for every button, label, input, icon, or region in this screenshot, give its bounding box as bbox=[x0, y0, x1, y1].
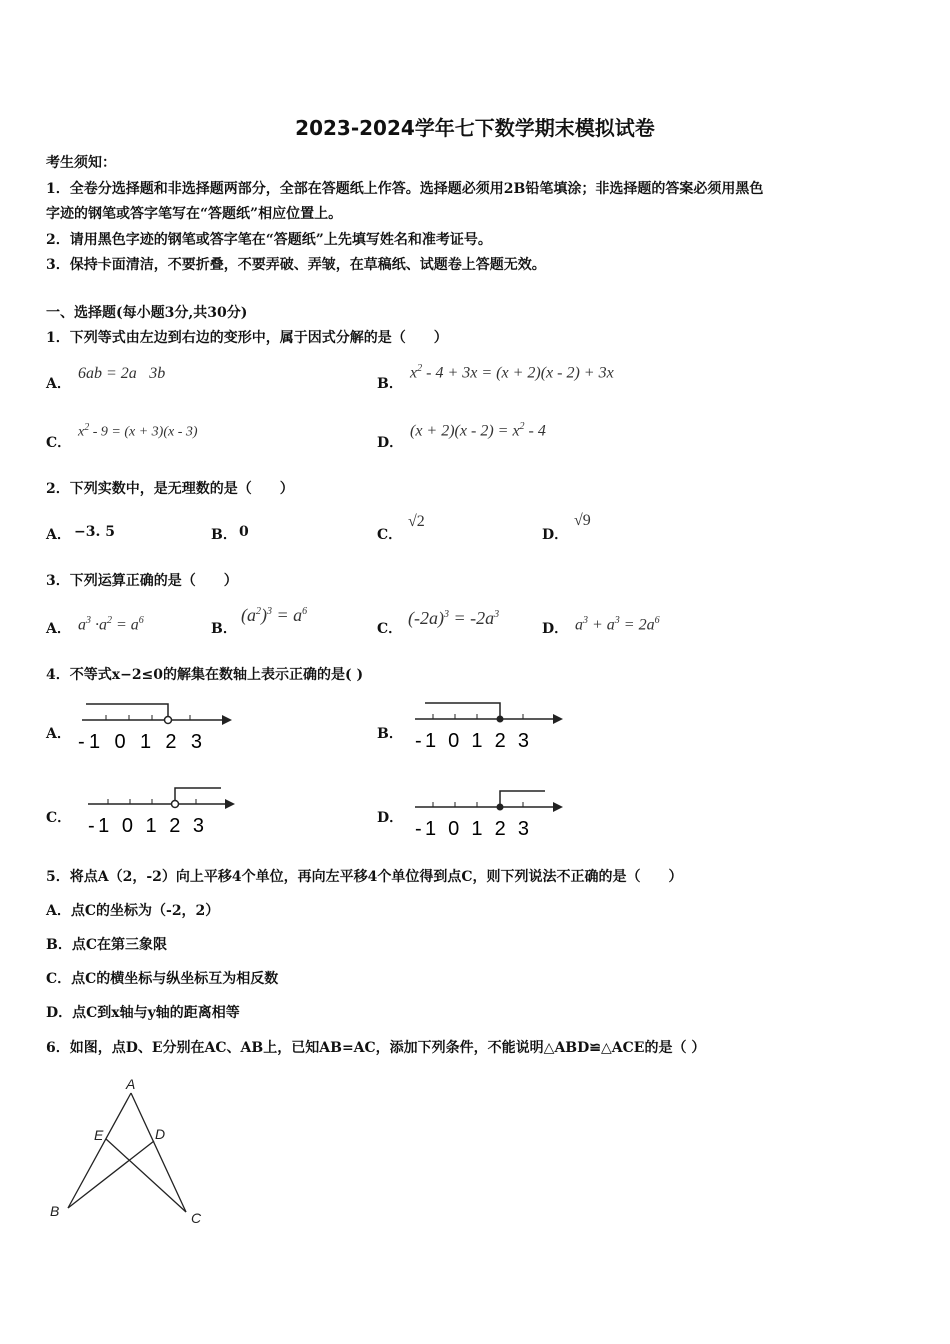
q3-option-d-expr: $a^3 + a^3 = 2a^6$ bbox=[575, 615, 660, 634]
note-line-2: 字迹的钢笔或答字笔写在“答题纸”相应位置上。 bbox=[46, 206, 343, 222]
q2-option-d-expr: √9 bbox=[574, 512, 591, 529]
q1-option-b-label: B． bbox=[377, 376, 403, 392]
q6-label-d: D bbox=[155, 1126, 166, 1142]
q5-option-c: C．点C的横坐标与纵坐标互为相反数 bbox=[46, 971, 279, 987]
q3-option-b-expr: $(a^2)^3 = a^6$ bbox=[241, 605, 308, 625]
section-heading: 一、选择题(每小题3分,共30分) bbox=[46, 305, 248, 321]
q3-option-a-expr: $a^3 \cdot a^2 = a^6$ bbox=[78, 615, 144, 634]
q2-option-b-expr: 0 bbox=[239, 524, 249, 540]
q5-option-b: B．点C在第三象限 bbox=[46, 937, 167, 953]
q2-option-c-expr: √2 bbox=[408, 513, 425, 530]
q1-option-b-expr: $x^2 - 4 + 3x = (x + 2)(x - 2) + 3x$ bbox=[410, 363, 614, 382]
q3-option-d-label: D． bbox=[542, 621, 569, 637]
q2-option-c-label: C． bbox=[377, 527, 403, 543]
note-line-4: 3．保持卡面清洁，不要折叠，不要弄破、弄皱，在草稿纸、试题卷上答题无效。 bbox=[46, 257, 546, 273]
q6-label-e: E bbox=[94, 1127, 104, 1143]
note-line-3: 2．请用黑色字迹的钢笔或答字笔在“答题纸”上先填写姓名和准考证号。 bbox=[46, 232, 492, 248]
q3-option-a-label: A． bbox=[46, 621, 71, 637]
q4-option-a-number-line bbox=[72, 696, 242, 756]
q4-option-d-ticks: -1 0 1 2 3 bbox=[415, 818, 529, 840]
question-3-stem: 3．下列运算正确的是（ ） bbox=[46, 573, 238, 589]
q1-option-c-label: C． bbox=[46, 435, 72, 451]
q2-option-b-label: B． bbox=[211, 527, 237, 543]
q2-option-d-label: D． bbox=[542, 527, 569, 543]
question-4-stem: 4．不等式x−2≤0的解集在数轴上表示正确的是( ) bbox=[46, 667, 364, 683]
q4-option-a-label: A． bbox=[46, 726, 71, 742]
q4-option-b-label: B． bbox=[377, 726, 403, 742]
question-5-stem: 5．将点A（2，-2）向上平移4个单位，再向左平移4个单位得到点C，则下列说法不正确的是（ ） bbox=[46, 869, 683, 885]
page-title: 2023-2024学年七下数学期末模拟试卷 bbox=[295, 116, 655, 140]
q1-option-d-expr: $(x + 2)(x - 2) = x^2 - 4$ bbox=[410, 421, 546, 440]
question-1-stem: 1．下列等式由左边到右边的变形中，属于因式分解的是（ ） bbox=[46, 330, 448, 346]
q2-option-a-label: A． bbox=[46, 527, 71, 543]
q2-option-a-expr: −3. 5 bbox=[74, 524, 115, 540]
q4-option-d-label: D． bbox=[377, 810, 404, 826]
q4-option-c-label: C． bbox=[46, 810, 72, 826]
question-2-stem: 2．下列实数中，是无理数的是（ ） bbox=[46, 481, 294, 497]
q6-label-c: C bbox=[191, 1210, 202, 1226]
note-line-1: 1．全卷分选择题和非选择题两部分，全部在答题纸上作答。选择题必须用2B铅笔填涂；非选择题的答案必须用黑色 bbox=[46, 181, 764, 197]
q3-option-c-label: C． bbox=[377, 621, 403, 637]
q5-option-d: D．点C到x轴与y轴的距离相等 bbox=[46, 1005, 240, 1021]
q4-option-a-ticks: -1 0 1 2 3 bbox=[78, 731, 202, 753]
q1-option-c-expr: $x^2 - 9 = (x + 3)(x - 3)$ bbox=[78, 422, 198, 440]
notes-heading: 考生须知： bbox=[46, 155, 116, 171]
q1-option-a-expr: 6ab = 2a3b bbox=[78, 365, 166, 382]
q4-option-b-ticks: -1 0 1 2 3 bbox=[415, 730, 529, 752]
q6-label-a: A bbox=[126, 1076, 136, 1092]
q3-option-b-label: B． bbox=[211, 621, 237, 637]
q4-option-c-ticks: -1 0 1 2 3 bbox=[88, 815, 204, 837]
q4-option-d-number-line bbox=[405, 783, 575, 843]
q3-option-c-expr: $(-2a)^3 = -2a^3$ bbox=[408, 608, 500, 628]
q1-option-a-label: A． bbox=[46, 376, 71, 392]
q6-triangle-figure bbox=[40, 1075, 220, 1235]
q5-option-a: A．点C的坐标为（-2，2） bbox=[46, 903, 220, 919]
q4-option-c-number-line bbox=[78, 780, 248, 840]
q1-option-d-label: D． bbox=[377, 435, 404, 451]
q4-option-b-number-line bbox=[405, 695, 575, 755]
q6-label-b: B bbox=[50, 1203, 60, 1219]
question-6-stem: 6．如图，点D、E分别在AC、AB上，已知AB=AC，添加下列条件，不能说明△ABD≌△ACE的是（ ） bbox=[46, 1040, 706, 1056]
